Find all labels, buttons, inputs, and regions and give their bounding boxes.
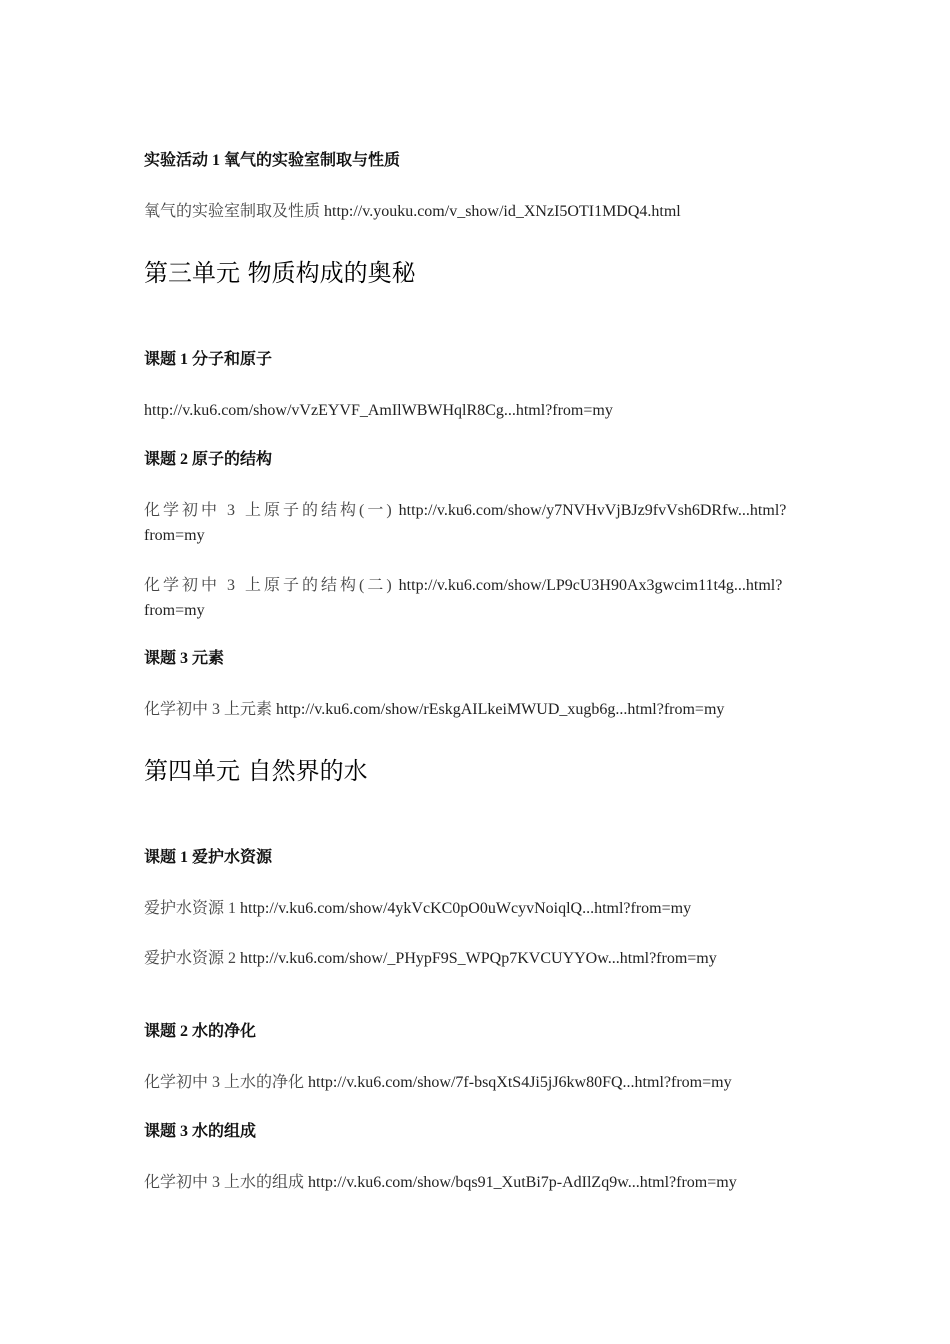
unit3-lesson2-item1-label: 化学初中 3 上原子的结构(一) — [144, 502, 395, 519]
unit4-lesson3-heading: 课题 3 水的组成 — [144, 1123, 257, 1140]
unit3-lesson1-line — [144, 398, 808, 423]
experiment-link[interactable]: http://v.youku.com/v_show/id_XNzI5OTI1MDQ4.html — [324, 203, 681, 220]
experiment-label: 氧气的实验室制取及性质 — [144, 203, 321, 220]
unit3-lesson1-link[interactable]: http://v.ku6.com/show/vVzEYVF_AmIlWBWHqlR8Cg...html?from=my — [144, 402, 613, 419]
unit3-lesson2-item2-label: 化学初中 3 上原子的结构(二) — [144, 577, 395, 594]
experiment-line — [144, 199, 808, 224]
unit4-lesson2-label: 化学初中 3 上水的净化 — [144, 1074, 305, 1091]
unit4-lesson1-item2 — [144, 946, 808, 971]
experiment-heading: 实验活动 1 氧气的实验室制取与性质 — [144, 152, 401, 169]
unit4-lesson1-item2-label: 爱护水资源 2 — [144, 950, 237, 967]
unit3-title: 第三单元 物质构成的奥秘 — [144, 259, 416, 287]
unit3-lesson2-item2 — [144, 573, 808, 623]
unit4-lesson3-line — [144, 1170, 808, 1195]
unit3-lesson2-item2-link[interactable]: http://v.ku6.com/show/LP9cU3H90Ax3gwcim11t4g...html? — [398, 577, 783, 594]
unit4-lesson3-label: 化学初中 3 上水的组成 — [144, 1174, 305, 1191]
unit3-lesson2-item1-link-cont[interactable]: from=my — [144, 527, 205, 544]
unit3-lesson2-item1-link[interactable]: http://v.ku6.com/show/y7NVHvVjBJz9fvVsh6DRfw...html? — [398, 502, 787, 519]
unit3-lesson2-heading: 课题 2 原子的结构 — [144, 451, 273, 468]
unit3-lesson3-heading: 课题 3 元素 — [144, 650, 225, 667]
unit4-lesson1-item1-label: 爱护水资源 1 — [144, 900, 237, 917]
unit3-lesson3-line — [144, 697, 808, 722]
unit4-lesson2-link[interactable]: http://v.ku6.com/show/7f-bsqXtS4Ji5jJ6kw80FQ...html?from=my — [308, 1074, 732, 1091]
unit4-lesson3-link[interactable]: http://v.ku6.com/show/bqs91_XutBi7p-AdIlZq9w...html?from=my — [308, 1174, 737, 1191]
unit4-lesson2-line — [144, 1070, 808, 1095]
unit4-lesson2-heading: 课题 2 水的净化 — [144, 1023, 257, 1040]
unit4-lesson1-item1 — [144, 896, 808, 921]
unit3-lesson3-link[interactable]: http://v.ku6.com/show/rEskgAILkeiMWUD_xugb6g...html?from=my — [276, 701, 725, 718]
unit3-lesson2-item2-link-cont[interactable]: from=my — [144, 602, 205, 619]
unit4-lesson1-item2-link[interactable]: http://v.ku6.com/show/_PHypF9S_WPQp7KVCUYYOw...html?from=my — [240, 950, 717, 967]
unit4-lesson1-heading: 课题 1 爱护水资源 — [144, 849, 273, 866]
unit4-title: 第四单元 自然界的水 — [144, 757, 368, 785]
unit3-lesson1-heading: 课题 1 分子和原子 — [144, 351, 273, 368]
unit4-lesson1-item1-link[interactable]: http://v.ku6.com/show/4ykVcKC0pO0uWcyvNoiqlQ...html?from=my — [240, 900, 692, 917]
unit3-lesson3-label: 化学初中 3 上元素 — [144, 701, 273, 718]
unit3-lesson2-item1 — [144, 498, 808, 548]
